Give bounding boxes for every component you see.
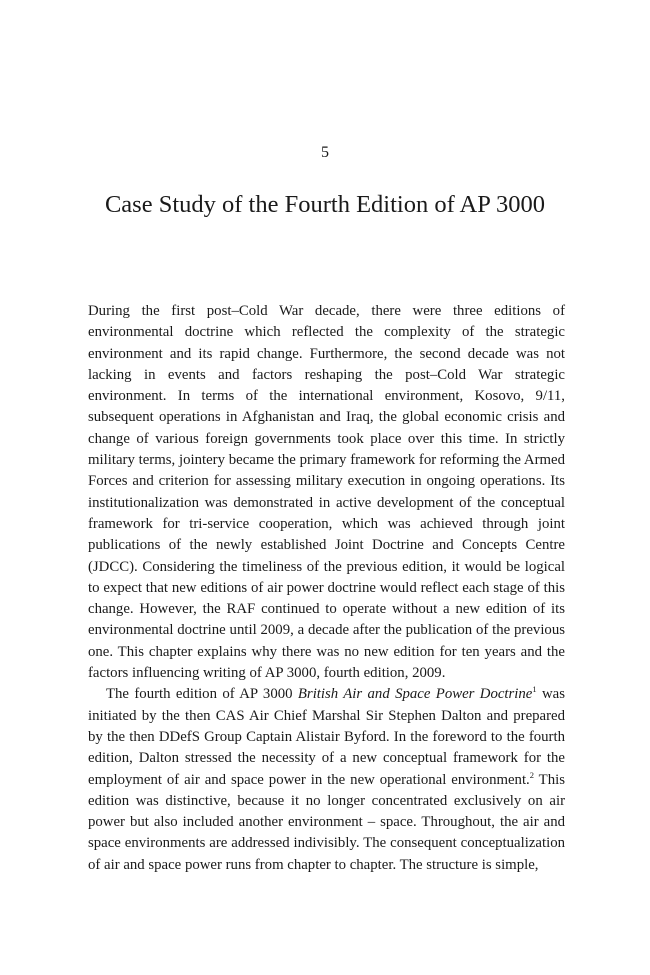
doctrine-title-italic: British Air and Space Power Doctrine <box>297 686 533 703</box>
paragraph-fourth-edition <box>88 684 565 876</box>
footnote-marker-1[interactable]: 1 <box>532 684 537 695</box>
footnote-marker-2[interactable]: 2 <box>529 769 534 780</box>
paragraph-intro: During the first post–Cold War decade, there were three editions of environmental doctrine which reflected the complexity of the strategic environment and its rapid change. Furthermore, the second decade was not lacking in events and factors reshaping the post–Cold War strategic environment. In terms of the international environment, Kosovo, 9/11, subsequent operations in Afghanistan and Iraq, the global economic crisis and change of various foreign governments took place over this time. In strictly military terms, jointery became the primary framework for reforming the Armed Forces and criterion for assessing military execution in ongoing operations. Its institutionalization was demonstrated in active development of the conceptual framework for tri-service cooperation, which was achieved through joint publications of the newly established Joint Doctrine and Concepts Centre (JDCC). Considering the timeliness of the previous edition, it would be logical to expect that new editions of air power doctrine would reflect each stage of this change. However, the RAF continued to operate without a new edition of its environmental doctrine until 2009, a decade after the publication of the previous one. This chapter explains why there was no new edition for ten years and the factors influencing writing of AP 3000, fourth edition, 2009. <box>88 303 565 682</box>
chapter-number: 5 <box>321 144 329 161</box>
paragraph-lead-text: The fourth edition of AP 3000 <box>106 686 298 703</box>
paragraph-tail-text: This edition was distinctive, because it no longer concentrated exclusively on air power but also included another environment – space. Throughout, the air and space environments are addressed indivisibly. The consequent conceptualization of air and space power runs from chapter to chapter. The structure is simple, <box>88 771 565 873</box>
chapter-title: Case Study of the Fourth Edition of AP 3000 <box>104 191 546 218</box>
chapter-body <box>88 301 565 876</box>
paragraph-middle-text: was initiated by the then CAS Air Chief Marshal Sir Stephen Dalton and prepared by the then DDefS Group Captain Alistair Byford. In the foreword to the fourth edition, Dalton stressed the necessity of a new conceptual framework for the employment of air and space power in the new operational environment. <box>88 686 565 788</box>
